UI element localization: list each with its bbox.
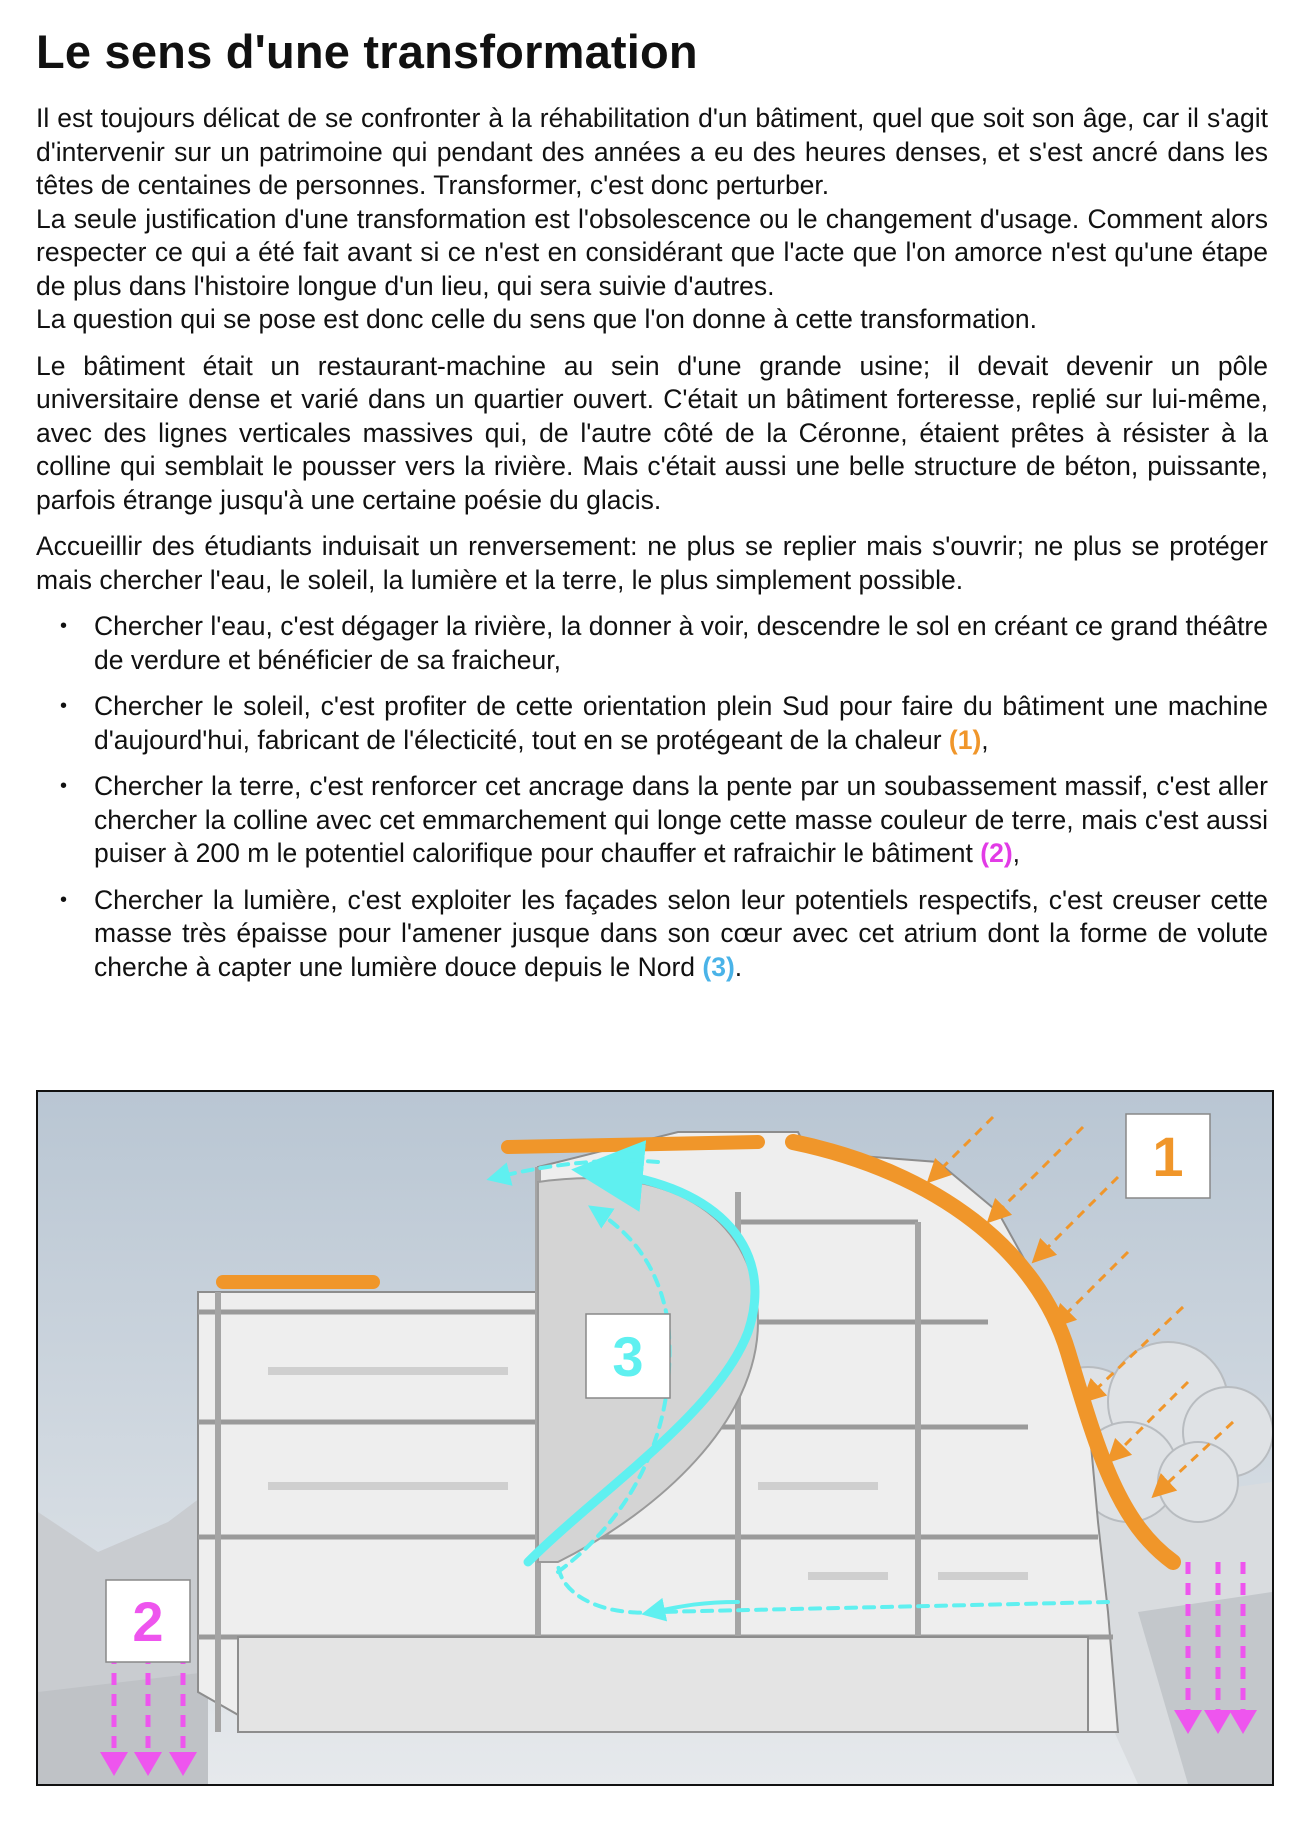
list-item-text: Chercher l'eau, c'est dégager la rivière, la donner à voir, descendre le sol en créant ce grand théâtre de verdure et bénéficier de sa fraicheur, (94, 611, 1268, 675)
bullet-list (36, 610, 1268, 984)
paragraph-4: Le bâtiment était un restaurant-machine au sein d'une grande usine; il devait devenir un pôle universitaire dense et varié dans un quartier ouvert. C'était un bâtiment forteresse, replié sur lui-même, avec des lignes verticales massives qui, de l'autre côté de la Céronne, étaient prêtes à résister à la colline qui semblait le pousser vers la rivière. Mais c'était aussi une belle structure de béton, puissante, parfois étrange jusqu'à une certaine poésie du glacis. (36, 350, 1268, 515)
label-3: 3 (612, 1325, 644, 1388)
bullet-icon: • (60, 775, 68, 797)
list-item (36, 884, 1268, 985)
reference-marker-3: (3) (702, 951, 735, 982)
bullet-icon: • (60, 888, 68, 911)
list-item-text: Chercher le soleil, c'est profiter de cette orientation plein Sud pour faire du bâtiment une machine d'aujourd'hui, fabricant de l'électicité, tout en se protégeant de la chaleur (94, 691, 1268, 755)
paragraph-1: Il est toujours délicat de se confronter à la réhabilitation d'un bâtiment, quel que soit son âge, car il s'agit d'intervenir sur un patrimoine qui pendant des années a eu des heures denses, et s'est ancré dans les têtes de centaines de personnes. Transformer, c'est donc perturber. (36, 103, 1268, 200)
paragraph-2: La seule justification d'une transformation est l'obsolescence ou le changement d'usage. Comment alors respecter ce qui a été fait avant si ce n'est en considérant que l'acte que l'on amorce n'est qu'une étape de plus dans l'histoire longue d'un lieu, qui sera suivie d'autres. (36, 203, 1268, 301)
page-title: Le sens d'une transformation (36, 25, 698, 78)
list-item-punct: , (1012, 838, 1021, 868)
bullet-icon: • (60, 615, 68, 637)
reference-marker-2: (2) (980, 838, 1013, 868)
reference-marker-1: (1) (948, 724, 982, 755)
label-2: 2 (132, 1590, 164, 1653)
list-item-punct: . (734, 951, 743, 982)
list-item-text: Chercher la terre, c'est renforcer cet ancrage dans la pente par un soubassement massif, c'est aller chercher la colline avec cet emmarchement qui longe cette masse couleur de terre, mais c'est aussi puiser à 200 m le potentiel calorifique pour chauffer et rafraichir le bâtiment (94, 771, 1268, 868)
list-item (36, 770, 1268, 871)
label-1: 1 (1152, 1125, 1184, 1188)
list-item (36, 690, 1268, 757)
list-item-punct: , (981, 724, 989, 755)
list-item (36, 610, 1268, 677)
bullet-icon: • (60, 695, 68, 717)
list-item-text: Chercher la lumière, c'est exploiter les façades selon leur potentiels respectifs, c'est creuser cette masse très épaisse pour l'amener jusque dans son cœur avec cet atrium dont la forme de volute cherche à capter une lumière douce depuis le Nord (94, 884, 1268, 982)
paragraph-5: Accueillir des étudiants induisait un renversement: ne plus se replier mais s'ouvrir; ne plus se protéger mais chercher l'eau, le soleil, la lumière et la terre, le plus simplement possible. (36, 531, 1268, 595)
building-section-figure (36, 1090, 1274, 1786)
building-section-illustration (38, 1092, 1272, 1784)
document-page (36, 20, 1268, 997)
paragraph-3: La question qui se pose est donc celle du sens que l'on donne à cette transformation. (36, 304, 1037, 334)
